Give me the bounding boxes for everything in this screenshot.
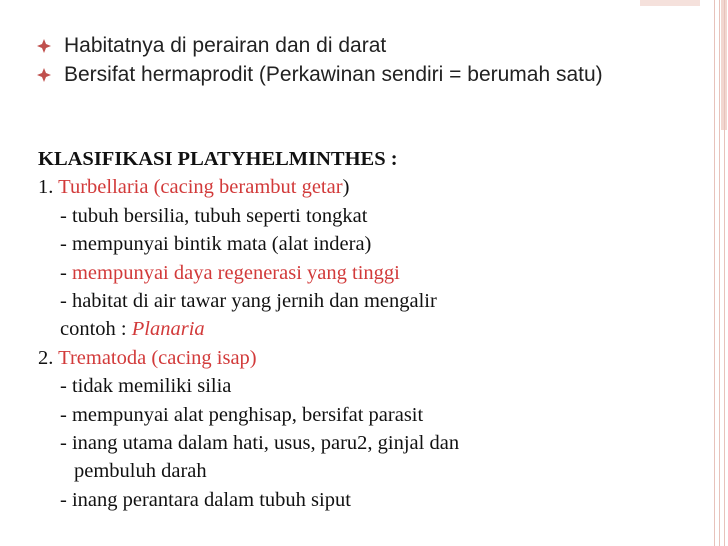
group-2-name: Trematoda (cacing isap) [58,346,257,369]
classification-heading: KLASIFIKASI PLATYHELMINTHES : [38,148,398,170]
feature-line: - mempunyai bintik mata (alat indera) [60,233,372,256]
decorative-border-line [724,0,725,546]
diamond-bullet-icon [36,31,52,60]
group-1-number: 1. [38,176,59,199]
group-2-number: 2. [38,346,59,369]
classification-block [38,145,678,514]
feature-line: - inang utama dalam hati, usus, paru2, ginjal dan [60,432,460,455]
decorative-border-line [719,0,720,546]
example-line [38,315,678,343]
feature-prefix: - [60,261,72,284]
feature-line: - inang perantara dalam tubuh siput [60,488,351,511]
bullet-text: Habitatnya di perairan dan di darat [64,34,387,57]
diamond-bullet-icon [36,60,52,89]
group-1-name: Turbellaria (cacing berambut getar [58,176,343,199]
bullet-list [36,31,676,89]
bullet-text: Bersifat hermaprodit (Perkawinan sendiri = berumah satu) [64,63,603,86]
example-value: Planaria [131,318,205,341]
example-label: contoh : [60,318,132,341]
bullet-item [36,31,676,60]
feature-line: pembuluh darah [74,460,207,483]
bullet-item [36,60,676,89]
group-1-title [38,173,678,201]
feature-line: - tubuh bersilia, tubuh seperti tongkat [60,204,368,227]
feature-highlight: mempunyai daya regenerasi yang tinggi [71,261,400,284]
decorative-border-line [714,0,715,546]
feature-line [38,259,678,287]
feature-line: - mempunyai alat penghisap, bersifat parasit [60,403,424,426]
feature-line: - habitat di air tawar yang jernih dan mengalir [60,290,437,313]
group-1-close: ) [342,176,350,199]
group-2-title [38,344,678,372]
decorative-top-bar [640,0,700,6]
feature-line: - tidak memiliki silia [60,375,232,398]
